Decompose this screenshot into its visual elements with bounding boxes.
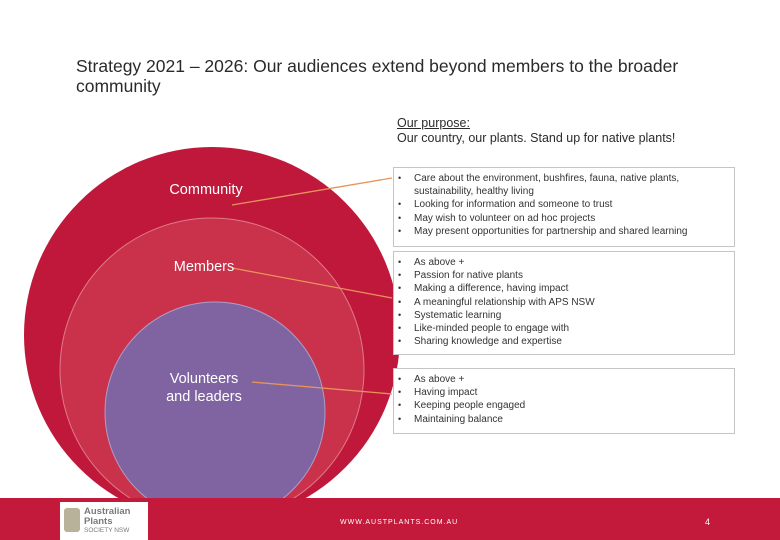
page-number: 4 xyxy=(705,517,711,527)
list-item: • Making a difference, having impact xyxy=(394,282,734,295)
slide-title: Strategy 2021 – 2026: Our audiences extend beyond members to the broader community xyxy=(76,56,679,96)
logo-line-3: SOCIETY NSW xyxy=(84,527,130,534)
list-item: • Having impact xyxy=(394,386,734,399)
list-item: • Passion for native plants xyxy=(394,269,734,282)
purpose-heading: Our purpose: xyxy=(397,116,470,130)
list-item: • Like-minded people to engage with xyxy=(394,322,734,335)
list-item: • Care about the environment, bushfires, fauna, native plants, sustainability, healthy living xyxy=(394,172,734,198)
members-bullets xyxy=(393,251,735,355)
list-item: • A meaningful relationship with APS NSW xyxy=(394,296,734,309)
volunteers-circle xyxy=(105,302,325,522)
list-item: • As above + xyxy=(394,373,734,386)
purpose-text: Our country, our plants. Stand up for native plants! xyxy=(397,131,676,145)
logo-line-1: Australian xyxy=(84,506,131,517)
list-item: • Maintaining balance xyxy=(394,413,734,426)
volunteers-bullets xyxy=(393,368,735,434)
logo-line-2: Plants xyxy=(84,516,113,527)
list-item: • Sharing knowledge and expertise xyxy=(394,335,734,348)
list-item: • Keeping people engaged xyxy=(394,399,734,412)
list-item: • May present opportunities for partnership and shared learning xyxy=(394,225,734,238)
footer-url[interactable]: WWW.AUSTPLANTS.COM.AU xyxy=(340,519,459,526)
list-item: • May wish to volunteer on ad hoc projects xyxy=(394,212,734,225)
members-label: Members xyxy=(173,259,235,275)
list-item: • Systematic learning xyxy=(394,309,734,322)
list-item: • Looking for information and someone to trust xyxy=(394,198,734,211)
aps-logo xyxy=(60,502,148,540)
community-label: Community xyxy=(169,182,243,198)
community-bullets xyxy=(393,167,735,247)
waratah-icon xyxy=(64,508,80,532)
volunteers-label: Volunteers and leaders xyxy=(166,371,242,405)
list-item: • As above + xyxy=(394,256,734,269)
